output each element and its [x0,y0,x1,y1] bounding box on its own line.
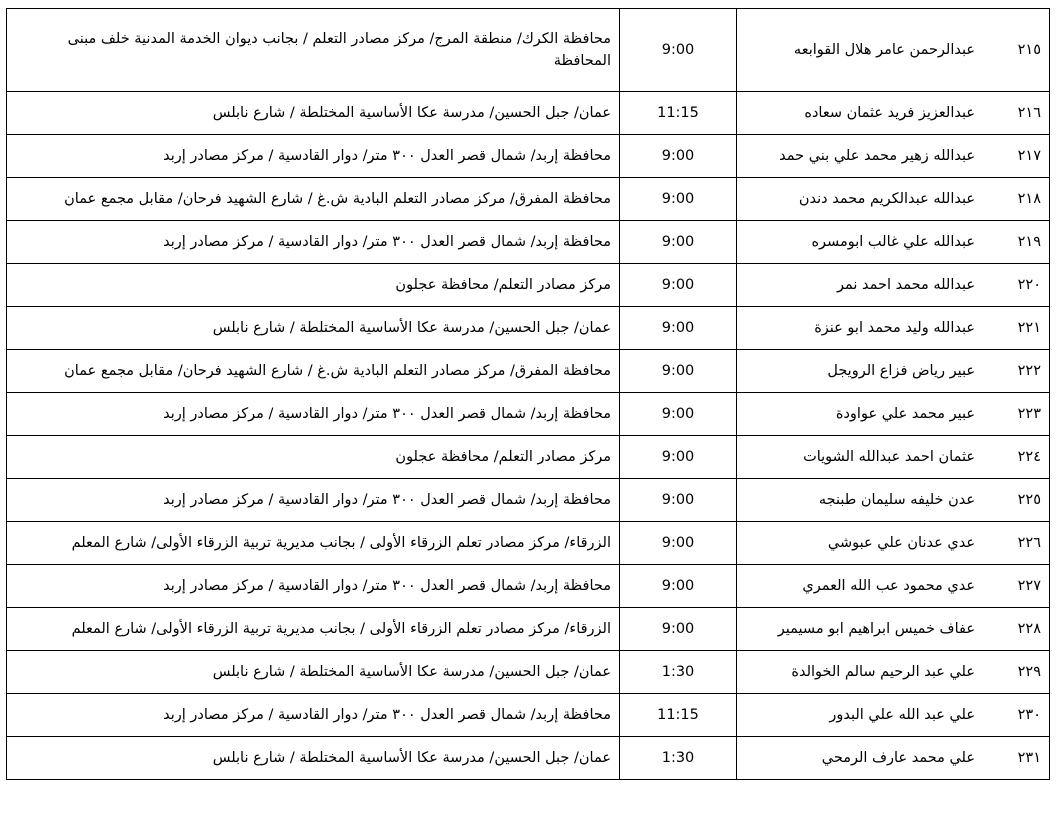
exam-location: عمان/ جبل الحسين/ مدرسة عكا الأساسية المختلطة / شارع نابلس [7,651,620,694]
person-name: عبدالله زهير محمد علي بني حمد [737,135,984,178]
schedule-table [6,8,1050,780]
person-name: عدن خليفه سليمان طبنجه [737,479,984,522]
person-name: علي عبد الله علي البدور [737,694,984,737]
exam-time: 11:15 [620,694,737,737]
row-number: ٢١٨ [983,178,1050,221]
exam-time: 9:00 [620,393,737,436]
table-row [7,737,1050,780]
person-name: عفاف خميس ابراهيم ابو مسيمير [737,608,984,651]
row-number: ٢١٥ [983,9,1050,92]
person-name: عدي محمود عب الله العمري [737,565,984,608]
exam-time: 9:00 [620,221,737,264]
table-row [7,565,1050,608]
exam-time: 1:30 [620,737,737,780]
row-number: ٢٢٨ [983,608,1050,651]
exam-location: الزرقاء/ مركز مصادر تعلم الزرقاء الأولى / بجانب مديرية تربية الزرقاء الأولى/ شارع المعلم [7,522,620,565]
row-number: ٢٢٦ [983,522,1050,565]
person-name: عثمان احمد عبدالله الشويات [737,436,984,479]
exam-location: عمان/ جبل الحسين/ مدرسة عكا الأساسية المختلطة / شارع نابلس [7,92,620,135]
exam-time: 1:30 [620,651,737,694]
exam-time: 9:00 [620,264,737,307]
row-number: ٢٢٥ [983,479,1050,522]
exam-location: عمان/ جبل الحسين/ مدرسة عكا الأساسية المختلطة / شارع نابلس [7,307,620,350]
exam-location: محافظة إربد/ شمال قصر العدل ٣٠٠ متر/ دوار القادسية / مركز مصادر إربد [7,479,620,522]
table-row [7,350,1050,393]
exam-time: 9:00 [620,307,737,350]
exam-time: 9:00 [620,479,737,522]
exam-time: 9:00 [620,135,737,178]
table-row [7,651,1050,694]
exam-location: مركز مصادر التعلم/ محافظة عجلون [7,436,620,479]
row-number: ٢٢٣ [983,393,1050,436]
table-row [7,436,1050,479]
exam-time: 9:00 [620,9,737,92]
exam-location: محافظة إربد/ شمال قصر العدل ٣٠٠ متر/ دوار القادسية / مركز مصادر إربد [7,393,620,436]
exam-location: محافظة إربد/ شمال قصر العدل ٣٠٠ متر/ دوار القادسية / مركز مصادر إربد [7,565,620,608]
person-name: عبدالله محمد احمد نمر [737,264,984,307]
exam-location: محافظة الكرك/ منطقة المرج/ مركز مصادر التعلم / بجانب ديوان الخدمة المدنية خلف مبنى المحافظة [7,9,620,92]
table-row [7,264,1050,307]
person-name: عبدالله عبدالكريم محمد دندن [737,178,984,221]
exam-location: محافظة إربد/ شمال قصر العدل ٣٠٠ متر/ دوار القادسية / مركز مصادر إربد [7,221,620,264]
exam-location: محافظة إربد/ شمال قصر العدل ٣٠٠ متر/ دوار القادسية / مركز مصادر إربد [7,694,620,737]
schedule-table-body [7,9,1050,780]
row-number: ٢١٩ [983,221,1050,264]
row-number: ٢٣١ [983,737,1050,780]
exam-time: 9:00 [620,608,737,651]
person-name: عبدالرحمن عامر هلال القوابعه [737,9,984,92]
row-number: ٢٣٠ [983,694,1050,737]
table-row [7,307,1050,350]
person-name: علي عبد الرحيم سالم الخوالدة [737,651,984,694]
table-row [7,694,1050,737]
exam-location: عمان/ جبل الحسين/ مدرسة عكا الأساسية المختلطة / شارع نابلس [7,737,620,780]
exam-time: 9:00 [620,436,737,479]
table-row [7,393,1050,436]
person-name: عبدالله وليد محمد ابو عنزة [737,307,984,350]
exam-location: محافظة المفرق/ مركز مصادر التعلم البادية ش.غ / شارع الشهيد فرحان/ مقابل مجمع عمان [7,350,620,393]
table-row [7,92,1050,135]
row-number: ٢٢٩ [983,651,1050,694]
person-name: علي محمد عارف الرمحي [737,737,984,780]
table-row [7,9,1050,92]
row-number: ٢٢٢ [983,350,1050,393]
row-number: ٢٢٠ [983,264,1050,307]
person-name: عبير رياض فزاع الرويجل [737,350,984,393]
exam-time: 9:00 [620,350,737,393]
exam-location: محافظة إربد/ شمال قصر العدل ٣٠٠ متر/ دوار القادسية / مركز مصادر إربد [7,135,620,178]
row-number: ٢٢١ [983,307,1050,350]
table-row [7,608,1050,651]
table-row [7,479,1050,522]
person-name: عدي عدنان علي عبوشي [737,522,984,565]
person-name: عبدالعزيز فريد عثمان سعاده [737,92,984,135]
exam-time: 9:00 [620,565,737,608]
exam-location: مركز مصادر التعلم/ محافظة عجلون [7,264,620,307]
table-row [7,135,1050,178]
row-number: ٢١٧ [983,135,1050,178]
person-name: عبدالله علي غالب ابومسره [737,221,984,264]
exam-time: 9:00 [620,178,737,221]
table-row [7,178,1050,221]
row-number: ٢١٦ [983,92,1050,135]
table-row [7,522,1050,565]
table-row [7,221,1050,264]
exam-location: الزرقاء/ مركز مصادر تعلم الزرقاء الأولى / بجانب مديرية تربية الزرقاء الأولى/ شارع المعلم [7,608,620,651]
row-number: ٢٢٤ [983,436,1050,479]
exam-time: 11:15 [620,92,737,135]
exam-location: محافظة المفرق/ مركز مصادر التعلم البادية ش.غ / شارع الشهيد فرحان/ مقابل مجمع عمان [7,178,620,221]
person-name: عبير محمد علي عواودة [737,393,984,436]
exam-time: 9:00 [620,522,737,565]
row-number: ٢٢٧ [983,565,1050,608]
